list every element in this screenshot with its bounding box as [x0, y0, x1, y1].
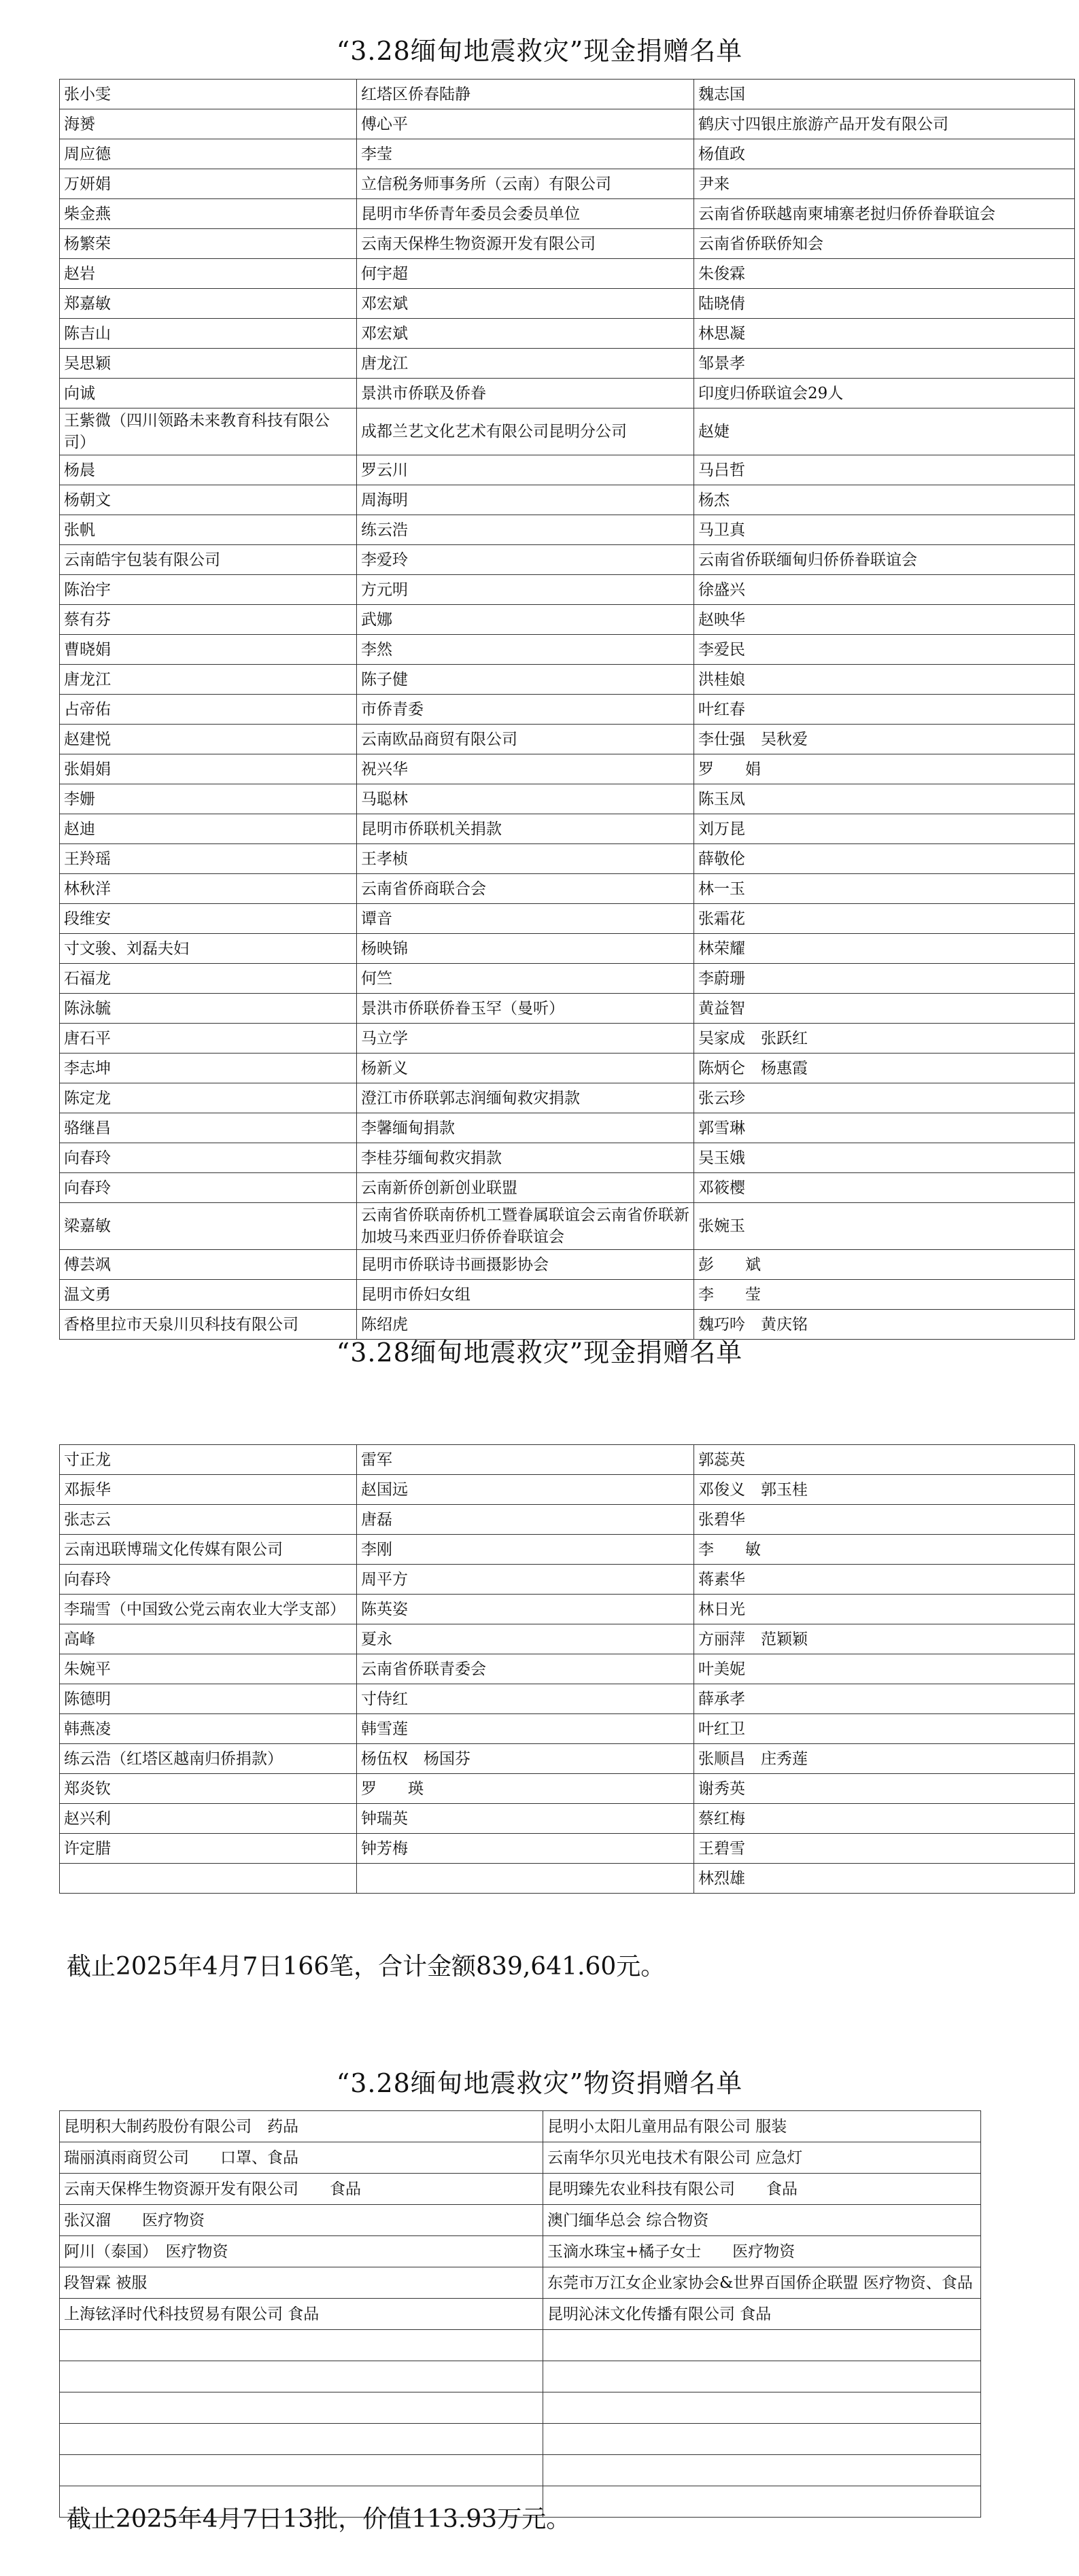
table-cell: 成都兰艺文化艺术有限公司昆明分公司	[357, 408, 694, 455]
table-cell: 郑炎钦	[60, 1774, 357, 1804]
table-cell: 王碧雪	[694, 1834, 1075, 1864]
table-cell: 武娜	[357, 605, 694, 635]
table-cell: 澳门缅华总会 综合物资	[543, 2205, 981, 2236]
table-cell: 李 莹	[694, 1280, 1075, 1310]
table-cell: 杨映锦	[357, 934, 694, 964]
table-cell: 昆明市侨妇女组	[357, 1280, 694, 1310]
table-cell: 云南新侨创新创业联盟	[357, 1173, 694, 1203]
table-cell: 王羚瑶	[60, 844, 357, 874]
table-row	[60, 635, 1075, 665]
table-cell: 云南欧品商贸有限公司	[357, 725, 694, 754]
table-cell: 周海明	[357, 485, 694, 515]
table-cell: 陈治宇	[60, 575, 357, 605]
table-cell: 张汉溜 医疗物资	[60, 2205, 543, 2236]
table-row	[60, 665, 1075, 695]
table-cell: 郑嘉敏	[60, 289, 357, 319]
table-cell: 李蔚珊	[694, 964, 1075, 994]
table-row	[60, 379, 1075, 408]
table-cell: 林日光	[694, 1595, 1075, 1624]
table-row	[60, 1654, 1075, 1684]
table-cell: 马卫真	[694, 515, 1075, 545]
table-row	[60, 2111, 981, 2142]
table-cell: 王紫微（四川领路未来教育科技有限公司）	[60, 408, 357, 455]
table-cell: 钟瑞英	[357, 1804, 694, 1834]
table-cell	[60, 1864, 357, 1894]
table-row	[60, 904, 1075, 934]
table-cell: 何竺	[357, 964, 694, 994]
table-cell: 瑞丽滇雨商贸公司 口罩、食品	[60, 2142, 543, 2174]
table-cell: 方丽萍 范颖颖	[694, 1624, 1075, 1654]
table-cell: 周平方	[357, 1565, 694, 1595]
table-cell: 邓俊义 郭玉桂	[694, 1475, 1075, 1505]
table-row	[60, 2236, 981, 2267]
table-cell: 段维安	[60, 904, 357, 934]
table-cell: 杨新义	[357, 1054, 694, 1083]
table-cell: 陈炳仑 杨惠霞	[694, 1054, 1075, 1083]
table-cell: 李爱玲	[357, 545, 694, 575]
goods-summary: 截止2025年4月7日13批，价值113.93万元。	[67, 2505, 571, 2533]
table-cell	[60, 2455, 543, 2486]
table-cell	[543, 2455, 981, 2486]
table-row	[60, 515, 1075, 545]
table-cell: 蔡红梅	[694, 1804, 1075, 1834]
table-cell: 蔡有芬	[60, 605, 357, 635]
table-cell	[543, 2392, 981, 2424]
table-cell: 李瑞雪（中国致公党云南农业大学支部）	[60, 1595, 357, 1624]
table-row	[60, 199, 1075, 229]
table-cell: 张小雯	[60, 80, 357, 109]
table-cell: 叶红春	[694, 695, 1075, 725]
table-cell: 印度归侨联谊会29人	[694, 379, 1075, 408]
table-row	[60, 2205, 981, 2236]
table-row	[60, 1280, 1075, 1310]
table-cell: 占帝佑	[60, 695, 357, 725]
table-row	[60, 1804, 1075, 1834]
table-cell: 香格里拉市天泉川贝科技有限公司	[60, 1310, 357, 1340]
table-cell: 林荣耀	[694, 934, 1075, 964]
table-cell: 向春玲	[60, 1143, 357, 1173]
table-cell	[60, 2424, 543, 2455]
table-cell: 赵映华	[694, 605, 1075, 635]
table-cell	[543, 2330, 981, 2361]
table-row	[60, 2330, 981, 2361]
table-cell: 林秋洋	[60, 874, 357, 904]
table-cell: 郭蕊英	[694, 1445, 1075, 1475]
table-cell	[543, 2424, 981, 2455]
table-cell	[543, 2486, 981, 2518]
table-row	[60, 1173, 1075, 1203]
table-cell: 昆明臻先农业科技有限公司 食品	[543, 2174, 981, 2205]
table-cell: 傅心平	[357, 109, 694, 139]
table-row	[60, 1535, 1075, 1565]
table-row	[60, 994, 1075, 1024]
table-row	[60, 605, 1075, 635]
table-cell: 李仕强 吴秋爱	[694, 725, 1075, 754]
table-cell: 林烈雄	[694, 1864, 1075, 1894]
table-row	[60, 289, 1075, 319]
table-cell: 吴思颖	[60, 349, 357, 379]
table-cell: 谭音	[357, 904, 694, 934]
table-row	[60, 349, 1075, 379]
table-cell: 景洪市侨联及侨眷	[357, 379, 694, 408]
table-row	[60, 1744, 1075, 1774]
table-cell: 杨朝文	[60, 485, 357, 515]
table-row	[60, 1624, 1075, 1654]
table-cell: 周应德	[60, 139, 357, 169]
table-cell: 林一玉	[694, 874, 1075, 904]
table-cell: 赵岩	[60, 259, 357, 289]
table-row	[60, 1445, 1075, 1475]
table-row	[60, 1595, 1075, 1624]
table-cell: 云南迅联博瑞文化传媒有限公司	[60, 1535, 357, 1565]
table-cell: 段智霖 被服	[60, 2267, 543, 2299]
table-cell: 罗 瑛	[357, 1774, 694, 1804]
cash-donation-table-2	[59, 1444, 1075, 1894]
table-cell: 李馨缅甸捐款	[357, 1113, 694, 1143]
table-cell: 景洪市侨联侨眷玉罕（曼听）	[357, 994, 694, 1024]
table-cell: 徐盛兴	[694, 575, 1075, 605]
table-cell: 寸正龙	[60, 1445, 357, 1475]
table-row	[60, 455, 1075, 485]
table-cell: 罗云川	[357, 455, 694, 485]
table-cell: 昆明积大制药股份有限公司 药品	[60, 2111, 543, 2142]
table-cell: 赵兴利	[60, 1804, 357, 1834]
table-cell: 马立学	[357, 1024, 694, 1054]
table-row	[60, 1565, 1075, 1595]
table-cell: 玉滴水珠宝+橘子女士 医疗物资	[543, 2236, 981, 2267]
table-row	[60, 485, 1075, 515]
table-cell: 云南省侨联侨知会	[694, 229, 1075, 259]
table-cell: 马吕哲	[694, 455, 1075, 485]
table-row	[60, 1024, 1075, 1054]
table-cell: 寸文骏、刘磊夫妇	[60, 934, 357, 964]
table-cell: 夏永	[357, 1624, 694, 1654]
table-cell: 海赟	[60, 109, 357, 139]
table-cell: 郭雪琳	[694, 1113, 1075, 1143]
table-cell: 云南华尔贝光电技术有限公司 应急灯	[543, 2142, 981, 2174]
table-cell: 魏巧吟 黄庆铭	[694, 1310, 1075, 1340]
table-cell: 梁嘉敏	[60, 1203, 357, 1250]
table-cell: 陆晓倩	[694, 289, 1075, 319]
table-row	[60, 1684, 1075, 1714]
table-cell: 骆继昌	[60, 1113, 357, 1143]
table-row	[60, 1143, 1075, 1173]
table-row	[60, 139, 1075, 169]
table-cell: 陈英姿	[357, 1595, 694, 1624]
table-cell: 许定腊	[60, 1834, 357, 1864]
table-row	[60, 2299, 981, 2330]
table-cell: 马聪林	[357, 784, 694, 814]
table-cell: 谢秀英	[694, 1774, 1075, 1804]
table-cell: 李姗	[60, 784, 357, 814]
table-cell: 林思凝	[694, 319, 1075, 349]
table-cell: 万妍娟	[60, 169, 357, 199]
cash-list-title-2: “3.28缅甸地震救灾”现金捐赠名单	[336, 1338, 743, 1368]
table-cell: 陈子健	[357, 665, 694, 695]
table-row	[60, 1310, 1075, 1340]
table-row	[60, 259, 1075, 289]
cash-donation-table-1	[59, 79, 1075, 1340]
table-row	[60, 1054, 1075, 1083]
table-cell: 刘万昆	[694, 814, 1075, 844]
table-cell: 蒋素华	[694, 1565, 1075, 1595]
table-cell: 练云浩（红塔区越南归侨捐款）	[60, 1744, 357, 1774]
table-cell: 张霜花	[694, 904, 1075, 934]
table-cell: 杨繁荣	[60, 229, 357, 259]
table-cell: 杨值政	[694, 139, 1075, 169]
table-row	[60, 575, 1075, 605]
table-cell: 张婉玉	[694, 1203, 1075, 1250]
table-row	[60, 1203, 1075, 1250]
table-cell: 高峰	[60, 1624, 357, 1654]
table-cell: 昆明小太阳儿童用品有限公司 服装	[543, 2111, 981, 2142]
table-cell	[60, 2361, 543, 2392]
table-cell: 陈德明	[60, 1684, 357, 1714]
table-cell: 邹景孝	[694, 349, 1075, 379]
table-cell: 阿川（泰国） 医疗物资	[60, 2236, 543, 2267]
table-row	[60, 319, 1075, 349]
table-cell: 陈泳毓	[60, 994, 357, 1024]
table-row	[60, 545, 1075, 575]
table-row	[60, 1774, 1075, 1804]
table-cell: 张顺昌 庄秀莲	[694, 1744, 1075, 1774]
table-cell: 云南省侨联青委会	[357, 1654, 694, 1684]
table-cell: 李爱民	[694, 635, 1075, 665]
table-cell: 邓宏斌	[357, 319, 694, 349]
table-cell: 立信税务师事务所（云南）有限公司	[357, 169, 694, 199]
table-row	[60, 2392, 981, 2424]
table-cell: 薛承孝	[694, 1684, 1075, 1714]
table-cell: 石福龙	[60, 964, 357, 994]
table-cell: 鹤庆寸四银庄旅游产品开发有限公司	[694, 109, 1075, 139]
table-cell: 李桂芬缅甸救灾捐款	[357, 1143, 694, 1173]
table-cell: 张娟娟	[60, 754, 357, 784]
table-cell: 曹晓娟	[60, 635, 357, 665]
table-cell: 邓宏斌	[357, 289, 694, 319]
table-cell: 韩燕凌	[60, 1714, 357, 1744]
table-cell: 唐石平	[60, 1024, 357, 1054]
table-cell: 赵国远	[357, 1475, 694, 1505]
table-cell: 方元明	[357, 575, 694, 605]
table-row	[60, 1834, 1075, 1864]
table-cell: 陈吉山	[60, 319, 357, 349]
table-cell: 朱婉平	[60, 1654, 357, 1684]
table-cell: 薛敬伦	[694, 844, 1075, 874]
table-row	[60, 109, 1075, 139]
table-cell: 李莹	[357, 139, 694, 169]
table-cell: 向春玲	[60, 1173, 357, 1203]
table-cell: 张云珍	[694, 1083, 1075, 1113]
table-row	[60, 1113, 1075, 1143]
cash-summary: 截止2025年4月7日166笔，合计金额839,641.60元。	[67, 1953, 666, 1981]
table-cell: 吴玉娥	[694, 1143, 1075, 1173]
table-cell: 李刚	[357, 1535, 694, 1565]
table-row	[60, 2424, 981, 2455]
table-cell: 向春玲	[60, 1565, 357, 1595]
table-cell: 彭 斌	[694, 1250, 1075, 1280]
table-row	[60, 1864, 1075, 1894]
table-cell	[60, 2392, 543, 2424]
table-cell: 昆明市侨联诗书画摄影协会	[357, 1250, 694, 1280]
table-cell: 杨伍权 杨国芬	[357, 1744, 694, 1774]
table-cell: 练云浩	[357, 515, 694, 545]
table-cell: 陈定龙	[60, 1083, 357, 1113]
table-row	[60, 80, 1075, 109]
table-cell: 雷军	[357, 1445, 694, 1475]
table-cell: 洪桂娘	[694, 665, 1075, 695]
table-cell: 云南皓宇包装有限公司	[60, 545, 357, 575]
table-row	[60, 964, 1075, 994]
table-cell: 李 敏	[694, 1535, 1075, 1565]
table-cell: 昆明市侨联机关捐款	[357, 814, 694, 844]
table-row	[60, 408, 1075, 455]
table-cell: 朱俊霖	[694, 259, 1075, 289]
table-cell: 唐磊	[357, 1505, 694, 1535]
table-cell: 唐龙江	[357, 349, 694, 379]
table-cell: 张碧华	[694, 1505, 1075, 1535]
table-row	[60, 784, 1075, 814]
table-cell: 温文勇	[60, 1280, 357, 1310]
table-row	[60, 934, 1075, 964]
table-cell: 邓筱樱	[694, 1173, 1075, 1203]
table-cell: 叶红卫	[694, 1714, 1075, 1744]
table-cell: 陈绍虎	[357, 1310, 694, 1340]
table-cell: 张志云	[60, 1505, 357, 1535]
table-cell: 傅芸飒	[60, 1250, 357, 1280]
table-cell: 叶美妮	[694, 1654, 1075, 1684]
table-row	[60, 2455, 981, 2486]
table-cell: 魏志国	[694, 80, 1075, 109]
table-cell	[357, 1864, 694, 1894]
table-cell: 红塔区侨春陆静	[357, 80, 694, 109]
table-cell: 昆明市华侨青年委员会委员单位	[357, 199, 694, 229]
table-cell: 尹来	[694, 169, 1075, 199]
table-row	[60, 2174, 981, 2205]
table-cell: 李志坤	[60, 1054, 357, 1083]
table-cell: 东莞市万江女企业家协会&世界百国侨企联盟 医疗物资、食品	[543, 2267, 981, 2299]
table-cell: 赵婕	[694, 408, 1075, 455]
table-cell: 市侨青委	[357, 695, 694, 725]
table-cell: 杨晨	[60, 455, 357, 485]
table-cell: 李然	[357, 635, 694, 665]
table-row	[60, 874, 1075, 904]
table-row	[60, 1083, 1075, 1113]
table-cell: 云南天保桦生物资源开发有限公司	[357, 229, 694, 259]
table-cell: 赵迪	[60, 814, 357, 844]
table-cell: 杨杰	[694, 485, 1075, 515]
table-cell: 罗 娟	[694, 754, 1075, 784]
table-cell: 王孝桢	[357, 844, 694, 874]
table-row	[60, 844, 1075, 874]
table-cell: 云南省侨联缅甸归侨侨眷联谊会	[694, 545, 1075, 575]
table-cell: 寸侍红	[357, 1684, 694, 1714]
table-row	[60, 1505, 1075, 1535]
table-row	[60, 695, 1075, 725]
table-row	[60, 1714, 1075, 1744]
table-row	[60, 754, 1075, 784]
table-row	[60, 169, 1075, 199]
table-cell: 张帆	[60, 515, 357, 545]
table-cell: 澄江市侨联郭志润缅甸救灾捐款	[357, 1083, 694, 1113]
goods-list-title: “3.28缅甸地震救灾”物资捐赠名单	[336, 2068, 743, 2098]
goods-donation-table	[59, 2110, 981, 2518]
table-cell: 祝兴华	[357, 754, 694, 784]
table-cell: 云南省侨商联合会	[357, 874, 694, 904]
cash-list-title-1: “3.28缅甸地震救灾”现金捐赠名单	[336, 36, 743, 66]
table-cell: 黄益智	[694, 994, 1075, 1024]
table-row	[60, 2361, 981, 2392]
table-cell: 韩雪莲	[357, 1714, 694, 1744]
table-cell: 赵建悦	[60, 725, 357, 754]
table-row	[60, 2267, 981, 2299]
table-cell: 柴金燕	[60, 199, 357, 229]
table-cell: 唐龙江	[60, 665, 357, 695]
table-cell: 昆明沁沫文化传播有限公司 食品	[543, 2299, 981, 2330]
table-cell: 何宇超	[357, 259, 694, 289]
table-cell: 邓振华	[60, 1475, 357, 1505]
table-cell: 钟芳梅	[357, 1834, 694, 1864]
table-cell: 云南省侨联越南柬埔寨老挝归侨侨眷联谊会	[694, 199, 1075, 229]
table-cell: 吴家成 张跃红	[694, 1024, 1075, 1054]
table-cell: 云南省侨联南侨机工暨眷属联谊会云南省侨联新加坡马来西亚归侨侨眷联谊会	[357, 1203, 694, 1250]
table-cell: 向诚	[60, 379, 357, 408]
table-cell	[543, 2361, 981, 2392]
table-row	[60, 725, 1075, 754]
table-cell: 上海铉泽时代科技贸易有限公司 食品	[60, 2299, 543, 2330]
table-row	[60, 1475, 1075, 1505]
table-row	[60, 2142, 981, 2174]
table-row	[60, 1250, 1075, 1280]
table-cell	[60, 2330, 543, 2361]
table-cell: 云南天保桦生物资源开发有限公司 食品	[60, 2174, 543, 2205]
table-row	[60, 814, 1075, 844]
table-cell: 陈玉凤	[694, 784, 1075, 814]
table-row	[60, 229, 1075, 259]
